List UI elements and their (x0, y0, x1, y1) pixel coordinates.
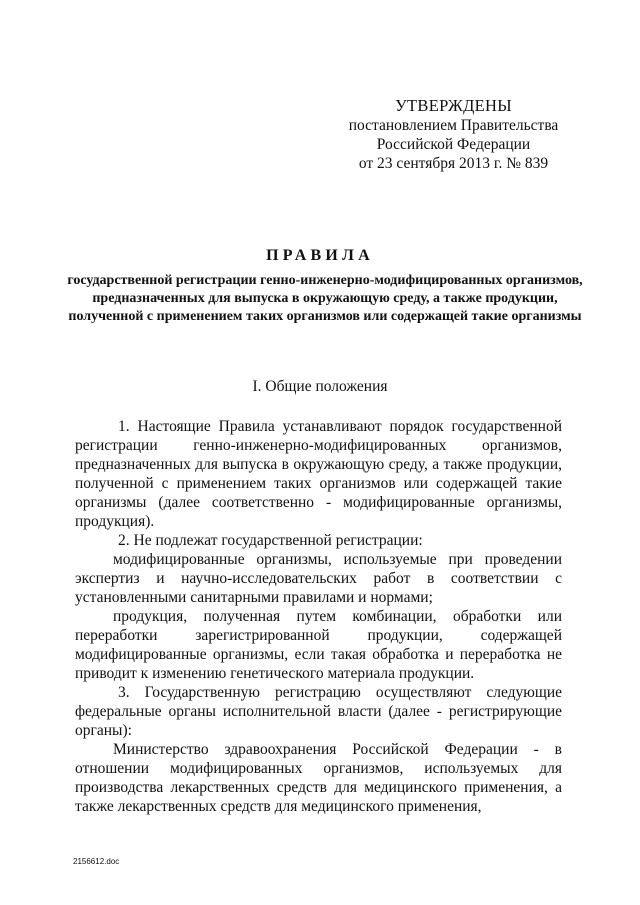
paragraph-3-item-1: Министерство здравоохранения Российской Федерации - в отношении модифицированных организмов, используемых для производства лекарственных средств для медицинского применения, а также лекарственных средств для медицинского применения, (75, 741, 562, 815)
paragraph-2-item-2: продукция, полученная путем комбинации, обработки или переработки зарегистрированной продукции, содержащей модифицированные организмы, если такая обработка и переработка не приводит к изменению генетического материала продукции. (75, 608, 562, 682)
approval-block (346, 96, 561, 173)
approval-line-1: постановлением Правительства (348, 117, 559, 134)
paragraph-1: 1. Настоящие Правила устанавливают порядок государственной регистрации генно-инженерно-модифицированных организмов, предназначенных для выпуска в окружающую среду, а также продукции, полученной с применением таких организмов или содержащей такие организмы (далее соответственно - модифицированные организмы, продукция). (75, 418, 562, 530)
document-subtitle: государственной регистрации генно-инженерно-модифицированных организмов, предназначенных для выпуска в окружающую среду, а также продукции, полученной с применением таких организмов или содержащей такие организмы (67, 273, 583, 324)
footer-file-code: 2156612.doc (73, 857, 120, 866)
paragraph-2-item-1: модифицированные организмы, используемые при проведении экспертиз и научно-исследовательских работ в соответствии с установленными санитарными правилами и нормами; (75, 551, 562, 606)
approval-heading: УТВЕРЖДЕНЫ (395, 96, 512, 115)
paragraph-2: 2. Не подлежат государственной регистрации: (118, 532, 423, 549)
approval-line-3: от 23 сентября 2013 г. № 839 (358, 155, 549, 172)
section-heading: I. Общие положения (252, 378, 388, 395)
document-title: ПРАВИЛА (266, 247, 374, 264)
paragraph-3: 3. Государственную регистрацию осуществляют следующие федеральные органы исполнительной власти (далее - регистрирующие органы): (75, 684, 562, 739)
approval-line-2: Российской Федерации (376, 136, 531, 153)
document-body (75, 417, 562, 816)
